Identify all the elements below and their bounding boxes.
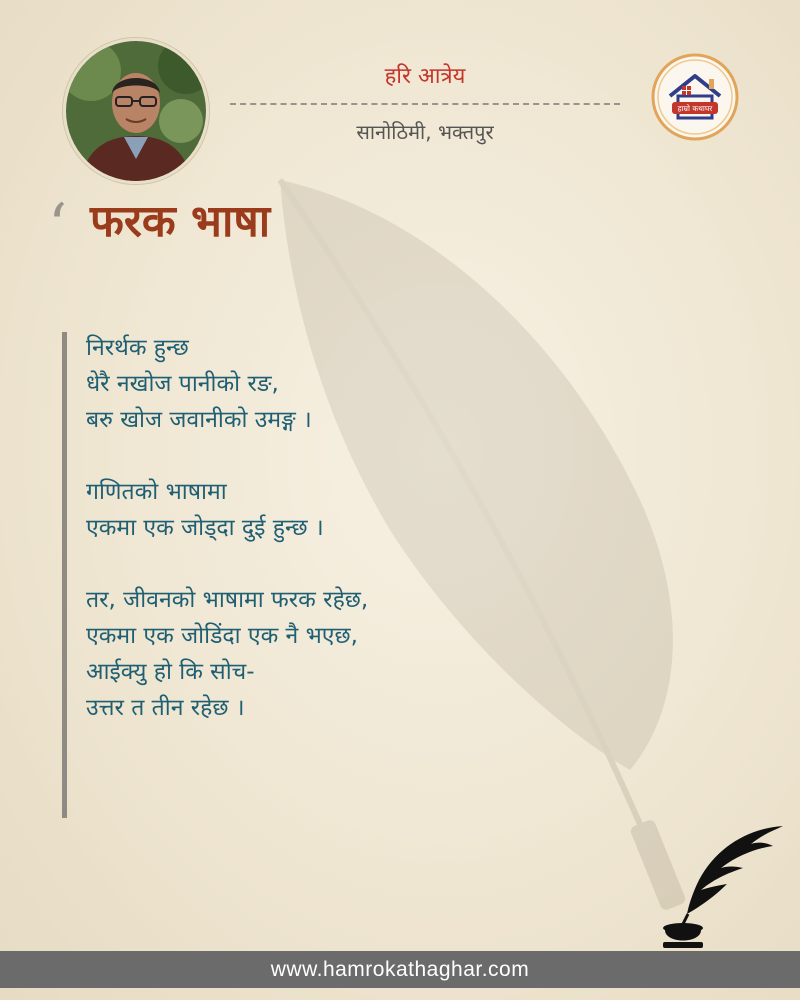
poem-line: तर, जीवनको भाषामा फरक रहेछ, [86,587,369,613]
footer-bar [0,951,800,988]
poem-line: निरर्थक हुन्छ [86,335,189,361]
author-name: हरि आत्रेय [384,64,466,89]
poem-line: उत्तर त तीन रहेछ । [86,695,245,721]
author-place: सानोठिमी, भक्तपुर [356,120,494,144]
poem-line: एकमा एक जोड्दा दुई हुन्छ । [86,515,324,541]
poem-line: धेरै नखोज पानीको रङ, [86,371,279,397]
poem-stanza-2 [86,474,706,546]
author-avatar [63,38,209,184]
poem-title: फरक भाषा [90,196,271,247]
website-link[interactable]: www.hamrokathaghar.com [270,957,530,981]
poem-accent-bar [62,332,67,818]
poem-stanza-1 [86,330,706,438]
quote-mark-icon: ‘ [48,191,68,261]
quill-inkpot-icon [655,818,790,953]
poem-line: गणितको भाषामा [86,479,227,505]
poem-line: आईक्यु हो कि सोच- [86,659,255,685]
poem-stanza-3 [86,582,706,726]
poem-line: बरु खोज जवानीको उमङ्ग । [86,407,312,433]
logo-label: हाम्रो कथाघर [677,104,713,113]
hamro-kathaghar-logo[interactable] [650,52,740,142]
poem-body [86,330,706,762]
author-divider [230,103,620,105]
poem-line: एकमा एक जोडिंदा एक नै भएछ, [86,623,358,649]
